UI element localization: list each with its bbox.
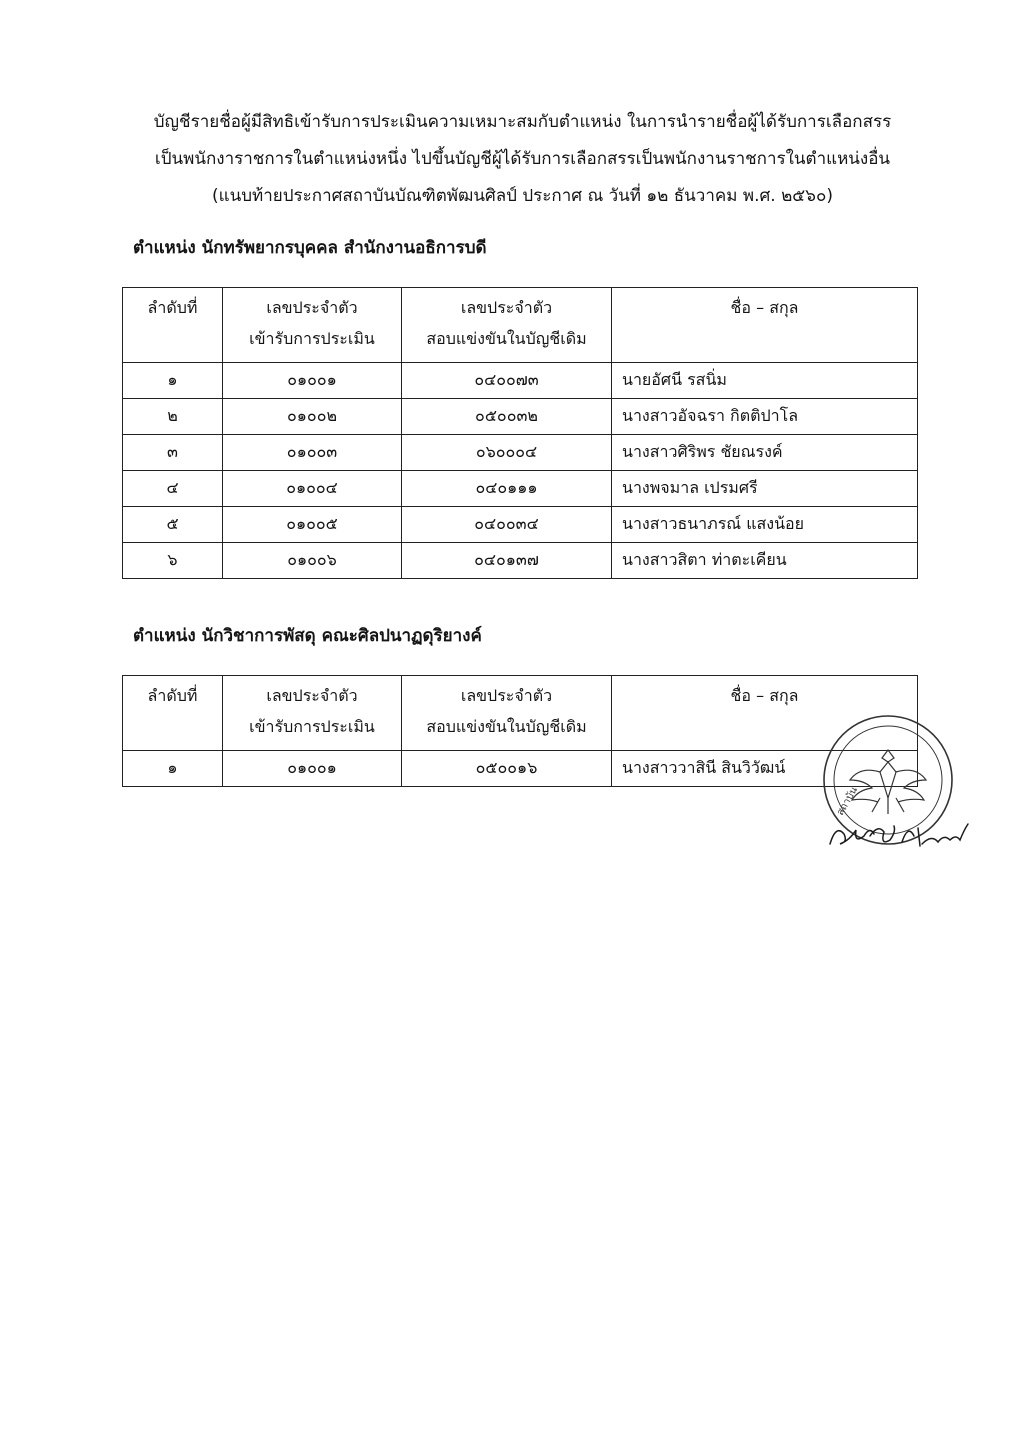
cell-eval-id: ๐๑๐๐๖ xyxy=(223,543,402,579)
document-title-line-3: (แนบท้ายประกาศสถาบันบัณฑิตพัฒนศิลป์ ประกาศ ณ วันที่ ๑๒ ธันวาคม พ.ศ. ๒๕๖๐) xyxy=(212,186,833,206)
cell-eval-id: ๐๑๐๐๑ xyxy=(223,751,402,787)
column-header-name: ชื่อ – สกุล xyxy=(612,676,918,751)
seal-text: สถาบัน xyxy=(835,785,861,818)
column-header-exam-id xyxy=(402,676,612,751)
column-header-eval-id-line2: เข้ารับการประเมิน xyxy=(249,329,375,348)
cell-exam-id: ๐๔๐๑๑๑ xyxy=(402,471,612,507)
cell-name: นางสาวศิริพร ชัยณรงค์ xyxy=(612,435,918,471)
cell-exam-id: ๐๔๐๐๗๓ xyxy=(402,363,612,399)
handwritten-signature-icon xyxy=(810,792,990,862)
column-header-exam-id-line1: เลขประจำตัว xyxy=(460,686,553,705)
cell-eval-id: ๐๑๐๐๒ xyxy=(223,399,402,435)
section-heading-supplies: ตำแหน่ง นักวิชาการพัสดุ คณะศิลปนาฏดุริยางค์ xyxy=(133,626,482,646)
cell-eval-id: ๐๑๐๐๓ xyxy=(223,435,402,471)
cell-order: ๖ xyxy=(123,543,223,579)
column-header-exam-id-line2: สอบแข่งขันในบัญชีเดิม xyxy=(426,717,587,736)
cell-name: นางสาวสิตา ท่าตะเคียน xyxy=(612,543,918,579)
column-header-exam-id-line1: เลขประจำตัว xyxy=(460,298,553,317)
column-header-eval-id xyxy=(223,288,402,363)
table-row xyxy=(123,363,918,399)
cell-order: ๔ xyxy=(123,471,223,507)
document-title-line-1: บัญชีรายชื่อผู้มีสิทธิเข้ารับการประเมินความเหมาะสมกับตำแหน่ง ในการนำรายชื่อผู้ได้รับการเลือกสรร xyxy=(153,112,892,132)
document-title-line-2: เป็นพนักงาราชการในตำแหน่งหนึ่ง ไปขึ้นบัญชีผู้ได้รับการเลือกสรรเป็นพนักงานราชการในตำแหน่งอื่น xyxy=(154,149,891,169)
section-heading-hr: ตำแหน่ง นักทรัพยากรบุคคล สำนักงานอธิการบดี xyxy=(133,238,487,258)
column-header-name: ชื่อ – สกุล xyxy=(612,288,918,363)
cell-exam-id: ๐๖๐๐๐๔ xyxy=(402,435,612,471)
column-header-exam-id xyxy=(402,288,612,363)
cell-name: นางสาวอัจฉรา กิตติปาโล xyxy=(612,399,918,435)
cell-exam-id: ๐๔๐๐๓๔ xyxy=(402,507,612,543)
cell-order: ๒ xyxy=(123,399,223,435)
table-row xyxy=(123,471,918,507)
cell-name: นายอัศนี รสนิ่ม xyxy=(612,363,918,399)
cell-eval-id: ๐๑๐๐๕ xyxy=(223,507,402,543)
table-header-row xyxy=(123,288,918,363)
cell-exam-id: ๐๕๐๐๑๖ xyxy=(402,751,612,787)
roster-table-supplies xyxy=(122,675,918,787)
cell-exam-id: ๐๕๐๐๓๒ xyxy=(402,399,612,435)
cell-exam-id: ๐๔๐๑๓๗ xyxy=(402,543,612,579)
column-header-eval-id-line2: เข้ารับการประเมิน xyxy=(249,717,375,736)
table-header-row xyxy=(123,676,918,751)
cell-eval-id: ๐๑๐๐๑ xyxy=(223,363,402,399)
table-row xyxy=(123,751,918,787)
cell-order: ๑ xyxy=(123,363,223,399)
cell-order: ๑ xyxy=(123,751,223,787)
table-row xyxy=(123,399,918,435)
column-header-eval-id-line1: เลขประจำตัว xyxy=(266,298,358,317)
column-header-eval-id-line1: เลขประจำตัว xyxy=(266,686,358,705)
cell-name: นางพจมาล เปรมศรี xyxy=(612,471,918,507)
cell-order: ๓ xyxy=(123,435,223,471)
table-row xyxy=(123,435,918,471)
table-row xyxy=(123,507,918,543)
column-header-eval-id xyxy=(223,676,402,751)
cell-eval-id: ๐๑๐๐๔ xyxy=(223,471,402,507)
cell-order: ๕ xyxy=(123,507,223,543)
column-header-order: ลำดับที่ xyxy=(123,676,223,751)
column-header-order: ลำดับที่ xyxy=(123,288,223,363)
cell-name: นางสาวธนาภรณ์ แสงน้อย xyxy=(612,507,918,543)
roster-table-hr xyxy=(122,287,918,579)
column-header-exam-id-line2: สอบแข่งขันในบัญชีเดิม xyxy=(426,329,587,348)
cell-name: นางสาววาสินี สินวิวัฒน์ xyxy=(612,751,918,787)
table-row xyxy=(123,543,918,579)
